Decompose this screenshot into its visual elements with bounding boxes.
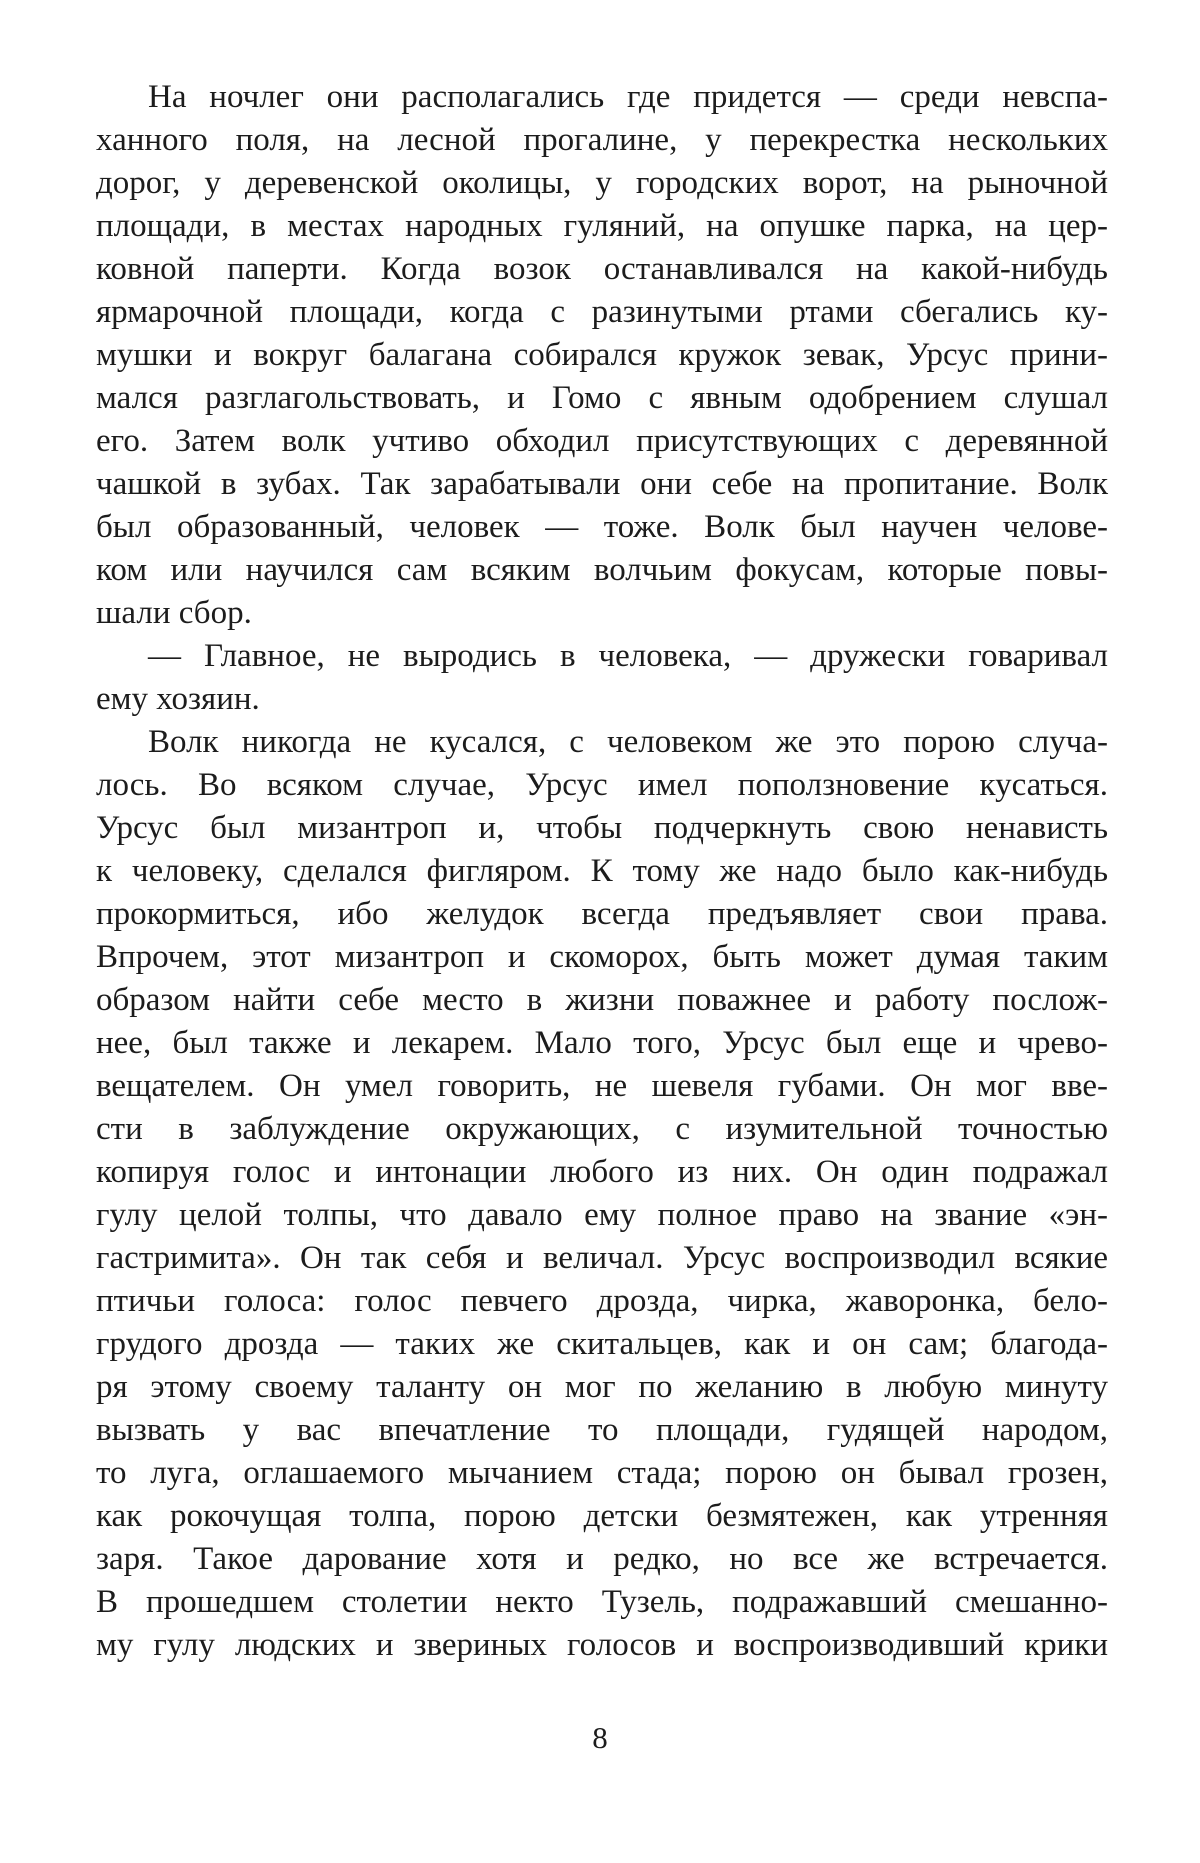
text-line: его. Затем волк учтиво обходил присутствующих с деревянной bbox=[96, 423, 1108, 459]
text-line: сти в заблуждение окружающих, с изумительной точностью bbox=[96, 1111, 1108, 1147]
text-line: Волк никогда не кусался, с человеком же это порою случа- bbox=[148, 724, 1108, 760]
text-line: то луга, оглашаемого мычанием стада; порою он бывал грозен, bbox=[96, 1455, 1108, 1491]
text-line: птичьи голоса: голос певчего дрозда, чирка, жаворонка, бело- bbox=[96, 1283, 1108, 1319]
text-line: ком или научился сам всяким волчьим фокусам, которые повы- bbox=[96, 552, 1108, 588]
text-line: шали сбор. bbox=[96, 595, 252, 631]
page-body bbox=[96, 76, 1108, 1667]
text-line: ярмарочной площади, когда с разинутыми ртами сбегались ку- bbox=[96, 294, 1108, 330]
text-line: нее, был также и лекарем. Мало того, Урсус был еще и чрево- bbox=[96, 1025, 1108, 1061]
text-line: Урсус был мизантроп и, чтобы подчеркнуть свою ненависть bbox=[96, 810, 1108, 846]
page-number: 8 bbox=[592, 1720, 608, 1755]
text-line: вызвать у вас впечатление то площади, гудящей народом, bbox=[96, 1412, 1108, 1448]
text-line: вещателем. Он умел говорить, не шевеля губами. Он мог вве- bbox=[96, 1068, 1108, 1104]
text-line: ря этому своему таланту он мог по желанию в любую минуту bbox=[96, 1369, 1108, 1405]
text-line: — Главное, не выродись в человека, — дружески говаривал bbox=[148, 638, 1108, 674]
text-line: Впрочем, этот мизантроп и скоморох, быть может думая таким bbox=[96, 939, 1108, 975]
text-line: лось. Во всяком случае, Урсус имел поползновение кусаться. bbox=[96, 767, 1108, 803]
text-line: гулу целой толпы, что давало ему полное право на звание «эн- bbox=[96, 1197, 1108, 1233]
paragraph-3 bbox=[96, 721, 1108, 1667]
paragraph-1 bbox=[96, 76, 1108, 635]
text-line: был образованный, человек — тоже. Волк был научен челове- bbox=[96, 509, 1108, 545]
text-line: На ночлег они располагались где придется — среди невспа- bbox=[148, 79, 1108, 115]
text-line: му гулу людских и звериных голосов и воспроизводивший крики bbox=[96, 1627, 1108, 1663]
text-line: гастримита». Он так себя и величал. Урсус воспроизводил всякие bbox=[96, 1240, 1108, 1276]
text-line: грудого дрозда — таких же скитальцев, как и он сам; благода- bbox=[96, 1326, 1108, 1362]
text-line: В прошедшем столетии некто Тузель, подражавший смешанно- bbox=[96, 1584, 1108, 1620]
text-line: ковной паперти. Когда возок останавливался на какой-нибудь bbox=[96, 251, 1108, 287]
text-line: образом найти себе место в жизни поважнее и работу послож- bbox=[96, 982, 1108, 1018]
text-line: ему хозяин. bbox=[96, 681, 260, 717]
text-line: дорог, у деревенской околицы, у городских ворот, на рыночной bbox=[96, 165, 1108, 201]
text-line: мался разглагольствовать, и Гомо с явным одобрением слушал bbox=[96, 380, 1108, 416]
text-line: площади, в местах народных гуляний, на опушке парка, на цер- bbox=[96, 208, 1108, 244]
text-line: прокормиться, ибо желудок всегда предъявляет свои права. bbox=[96, 896, 1108, 932]
paragraph-2 bbox=[96, 635, 1108, 721]
text-line: копируя голос и интонации любого из них. Он один подражал bbox=[96, 1154, 1108, 1190]
text-line: заря. Такое дарование хотя и редко, но все же встречается. bbox=[96, 1541, 1108, 1577]
text-line: как рокочущая толпа, порою детски безмятежен, как утренняя bbox=[96, 1498, 1108, 1534]
text-line: чашкой в зубах. Так зарабатывали они себе на пропитание. Волк bbox=[96, 466, 1108, 502]
text-line: ханного поля, на лесной прогалине, у перекрестка нескольких bbox=[96, 122, 1108, 158]
text-line: к человеку, сделался фигляром. К тому же надо было как-нибудь bbox=[96, 853, 1108, 889]
text-line: мушки и вокруг балагана собирался кружок зевак, Урсус прини- bbox=[96, 337, 1108, 373]
